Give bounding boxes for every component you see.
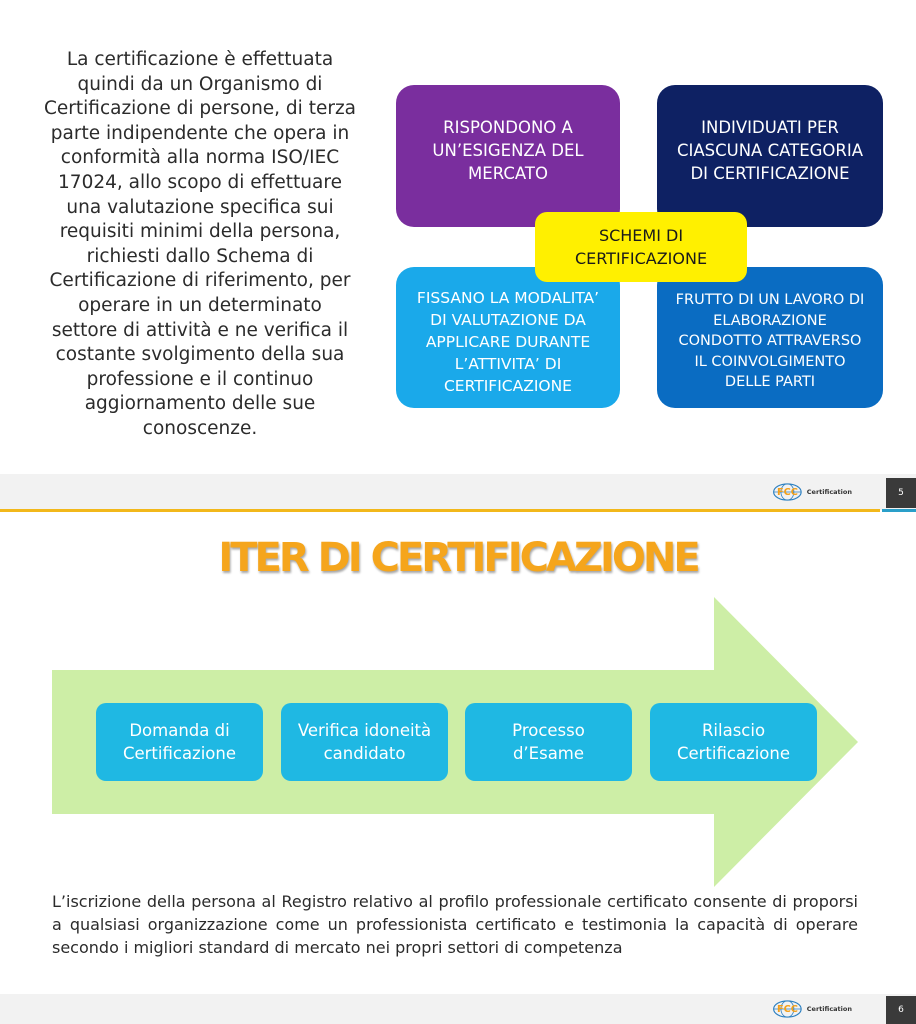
step-application	[96, 703, 263, 781]
intro-line: aggiornamento delle sue	[84, 393, 316, 415]
box-line: CERTIFICAZIONE	[443, 376, 572, 395]
slide-title: ITER DI CERTIFICAZIONE	[218, 535, 698, 581]
step-line: Certificazione	[122, 744, 237, 763]
step-line: candidato	[323, 744, 406, 763]
box-line: INDIVIDUATI PER	[701, 117, 839, 137]
box-line: CIASCUNA CATEGORIA	[676, 140, 864, 160]
logo-caption-text: Certification	[806, 1004, 852, 1013]
box-line: IL COINVOLGIMENTO	[694, 353, 846, 370]
step-certificate-issue	[650, 703, 817, 781]
intro-line: Certificazione di riferimento, per	[49, 270, 351, 292]
registry-description: L’iscrizione della persona al Registro relativo al profilo professionale certificato consente di proporsi a qualsiasi organizzazione come un professionista certificato e testimonia la capacità di operare secondo i migliori standard di mercato nei propri settori di competenza	[52, 892, 858, 957]
step-line: Rilascio	[701, 721, 766, 740]
globe-icon	[772, 997, 803, 1021]
step-line: Verifica idoneità	[297, 721, 432, 740]
box-line: ELABORAZIONE	[713, 312, 827, 329]
logo-caption	[807, 1006, 852, 1013]
box-line: UN’ESIGENZA DEL	[432, 140, 584, 160]
intro-line: operare in un determinato	[78, 294, 322, 316]
step-line: Domanda di	[129, 721, 230, 740]
logo-caption	[807, 489, 852, 496]
box-market-need	[396, 85, 620, 227]
step-line: d’Esame	[512, 744, 585, 763]
box-line: FISSANO LA MODALITA’	[416, 288, 600, 307]
gold-divider-line	[0, 509, 880, 512]
box-line: L’ATTIVITA’ DI	[454, 354, 562, 373]
intro-line: Certificazione di persone, di terza	[44, 98, 356, 120]
fcc-logo	[772, 479, 852, 505]
intro-line: conoscenze.	[142, 417, 258, 439]
logo-letters: FCC	[776, 487, 798, 499]
globe-icon	[772, 480, 803, 504]
intro-line: La certificazione è effettuata	[66, 49, 334, 70]
page-number: 5	[886, 478, 916, 508]
box-line: RISPONDONO A	[443, 117, 573, 137]
box-elaboration	[657, 267, 883, 408]
logo-caption-text: Certification	[806, 487, 852, 496]
fcc-logo	[772, 996, 852, 1022]
intro-line: quindi da un Organismo di	[77, 73, 323, 95]
intro-line: costante svolgimento della sua	[55, 344, 345, 366]
step-exam-process	[465, 703, 632, 781]
step-line: Certificazione	[676, 744, 791, 763]
box-line: CONDOTTO ATTRAVERSO	[678, 333, 862, 350]
intro-line: 17024, allo scopo di effettuare	[58, 171, 342, 193]
intro-paragraph	[30, 48, 370, 442]
step-eligibility-check	[281, 703, 448, 781]
box-line: DI CERTIFICAZIONE	[690, 163, 850, 183]
teal-divider-line	[882, 509, 916, 512]
box-line: DI VALUTAZIONE DA	[430, 310, 586, 329]
box-schemes-center	[535, 212, 747, 282]
intro-line: parte indipendente che opera in	[50, 122, 350, 144]
box-line: CERTIFICAZIONE	[574, 249, 708, 268]
intro-line: requisiti minimi della persona,	[59, 221, 341, 243]
box-line: MERCATO	[468, 163, 548, 183]
box-line: APPLICARE DURANTE	[425, 332, 591, 351]
intro-line: una valutazione specifica sui	[66, 196, 334, 218]
step-line: Processo	[512, 721, 585, 740]
intro-line: professione e il continuo	[86, 368, 314, 390]
logo-letters: FCC	[776, 1004, 798, 1016]
box-evaluation-mode	[396, 267, 620, 408]
box-line: FRUTTO DI UN LAVORO DI	[675, 292, 865, 309]
page-number: 6	[886, 996, 916, 1024]
intro-line: richiesti dallo Schema di	[86, 245, 314, 267]
box-category	[657, 85, 883, 227]
intro-line: conformità alla norma ISO/IEC	[60, 147, 340, 169]
intro-line: settore di attività e ne verifica il	[51, 319, 349, 341]
box-line: SCHEMI DI	[598, 226, 684, 245]
box-line: DELLE PARTI	[724, 374, 816, 391]
